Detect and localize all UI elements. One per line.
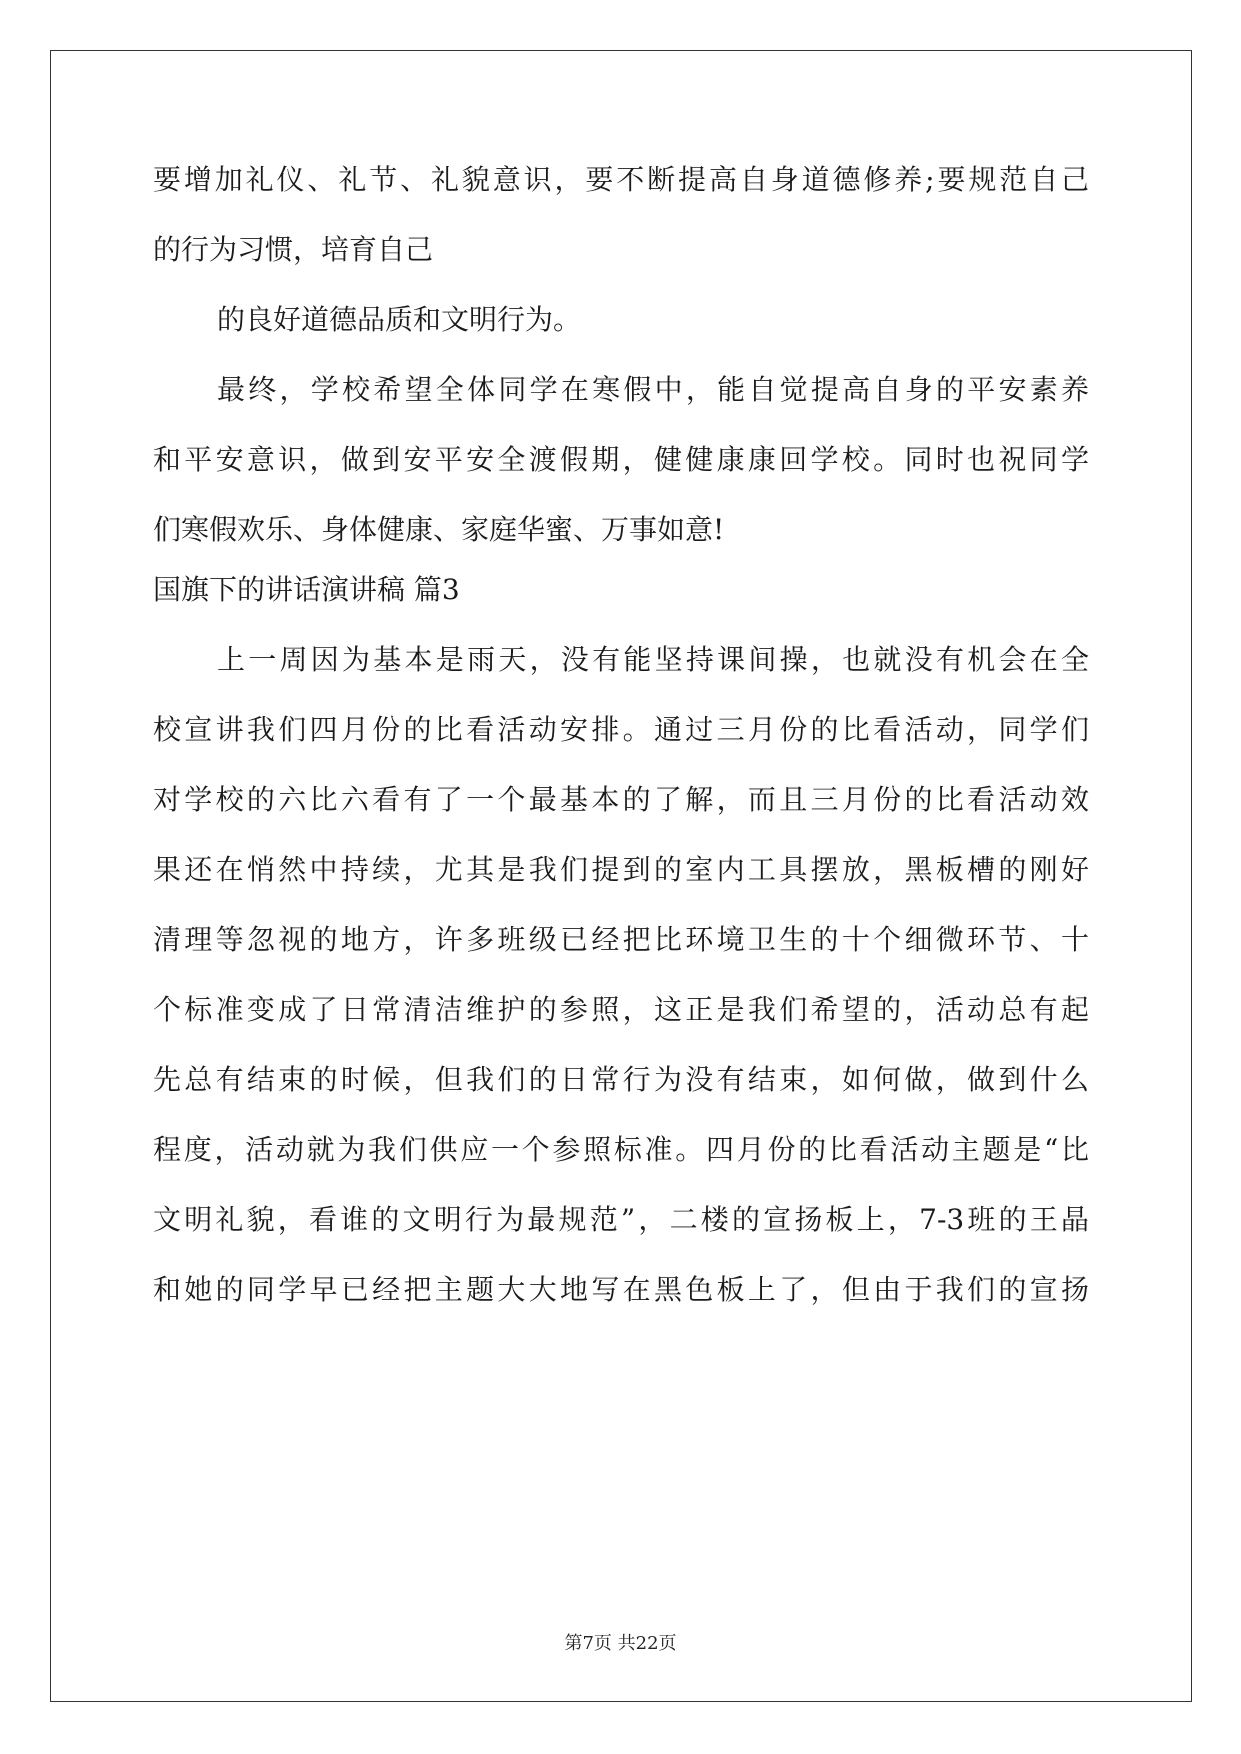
text-line: 校宣讲我们四月份的比看活动安排。通过三月份的比看活动，同学们: [153, 713, 1089, 746]
text-line: 们寒假欢乐、身体健康、家庭华蜜、万事如意!: [153, 513, 725, 546]
section-heading: 国旗下的讲话演讲稿 篇3: [153, 573, 460, 606]
text-line: 上一周因为基本是雨天，没有能坚持课间操，也就没有机会在全: [217, 643, 1089, 676]
text-line: 的良好道德品质和文明行为。: [217, 303, 582, 336]
page-number-footer: 第7页 共22页: [564, 1633, 677, 1654]
text-line: 个标准变成了日常清洁维护的参照，这正是我们希望的，活动总有起: [153, 993, 1089, 1026]
text-line: 果还在悄然中持续，尤其是我们提到的室内工具摆放，黑板槽的刚好: [153, 853, 1089, 886]
text-line: 和她的同学早已经把主题大大地写在黑色板上了，但由于我们的宣扬: [153, 1273, 1089, 1306]
text-line: 和平安意识，做到安平安全渡假期，健健康康回学校。同时也祝同学: [153, 443, 1089, 476]
text-line: 程度，活动就为我们供应一个参照标准。四月份的比看活动主题是“比: [153, 1133, 1089, 1166]
text-line: 先总有结束的时候，但我们的日常行为没有结束，如何做，做到什么: [153, 1063, 1089, 1096]
text-line: 清理等忽视的地方，许多班级已经把比环境卫生的十个细微环节、十: [153, 923, 1089, 956]
text-line: 要增加礼仪、礼节、礼貌意识，要不断提高自身道德修养;要规范自己: [153, 163, 1089, 196]
text-line: 文明礼貌，看谁的文明行为最规范”，二楼的宣扬板上，7-3班的王晶: [153, 1203, 1089, 1236]
text-line: 最终，学校希望全体同学在寒假中，能自觉提高自身的平安素养: [217, 373, 1089, 406]
text-line: 的行为习惯，培育自己: [153, 233, 434, 266]
text-line: 对学校的六比六看有了一个最基本的了解，而且三月份的比看活动效: [153, 783, 1089, 816]
